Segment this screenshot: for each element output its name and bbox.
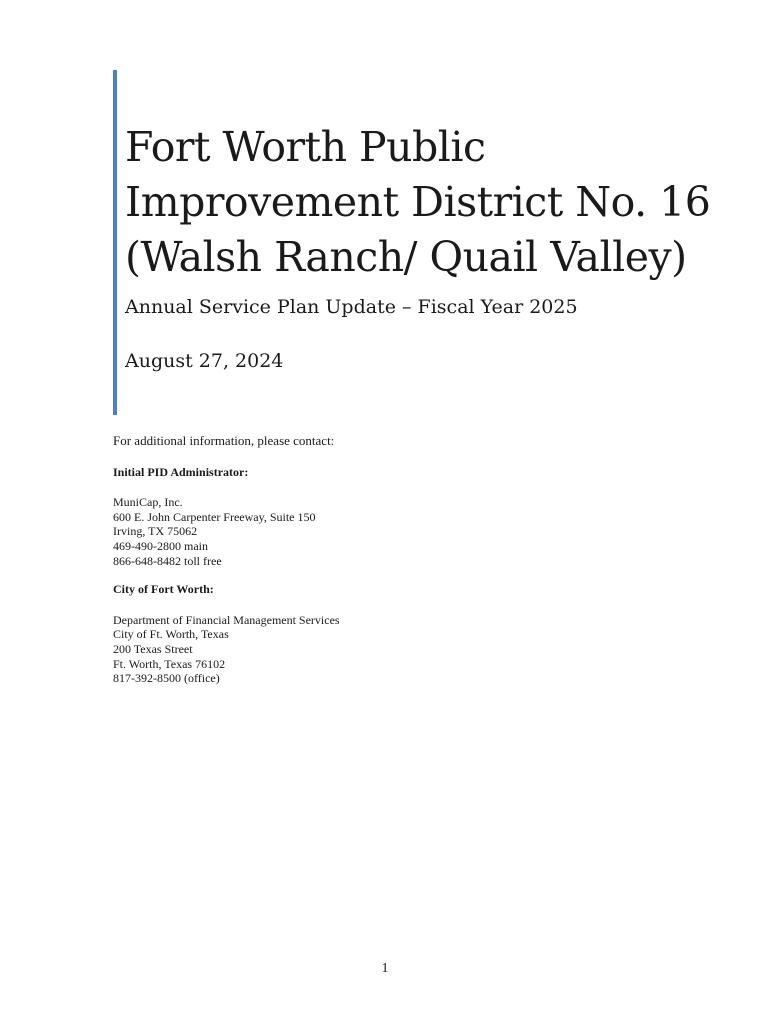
administrator-line: 600 E. John Carpenter Freeway, Suite 150 bbox=[113, 509, 316, 524]
administrator-contact bbox=[113, 465, 673, 569]
city-line: Ft. Worth, Texas 76102 bbox=[113, 656, 226, 671]
administrator-heading: Initial PID Administrator: bbox=[113, 464, 249, 479]
title-line-1: Fort Worth Public bbox=[125, 123, 486, 171]
page-number: 1 bbox=[381, 961, 389, 976]
city-heading: City of Fort Worth: bbox=[113, 582, 214, 597]
administrator-address bbox=[113, 495, 673, 568]
document-title bbox=[125, 120, 725, 285]
title-line-2: Improvement District No. 16 bbox=[125, 178, 711, 226]
administrator-line: 469-490-2800 main bbox=[113, 538, 208, 553]
document-subtitle: Annual Service Plan Update – Fiscal Year 2025 bbox=[125, 296, 578, 318]
administrator-line: 866-648-8482 toll free bbox=[113, 553, 222, 568]
city-line: Department of Financial Management Services bbox=[113, 612, 340, 627]
contact-section bbox=[113, 434, 673, 700]
city-contact bbox=[113, 582, 673, 686]
city-line: City of Ft. Worth, Texas bbox=[113, 627, 229, 642]
title-block bbox=[113, 70, 733, 415]
city-line: 817-392-8500 (office) bbox=[113, 671, 220, 686]
administrator-line: MuniCap, Inc. bbox=[113, 495, 183, 510]
contact-intro: For additional information, please contact: bbox=[113, 433, 335, 448]
title-line-3: (Walsh Ranch/ Quail Valley) bbox=[125, 233, 687, 281]
document-date: August 27, 2024 bbox=[125, 350, 284, 372]
city-address bbox=[113, 613, 673, 686]
administrator-line: Irving, TX 75062 bbox=[113, 524, 198, 539]
city-line: 200 Texas Street bbox=[113, 641, 193, 656]
